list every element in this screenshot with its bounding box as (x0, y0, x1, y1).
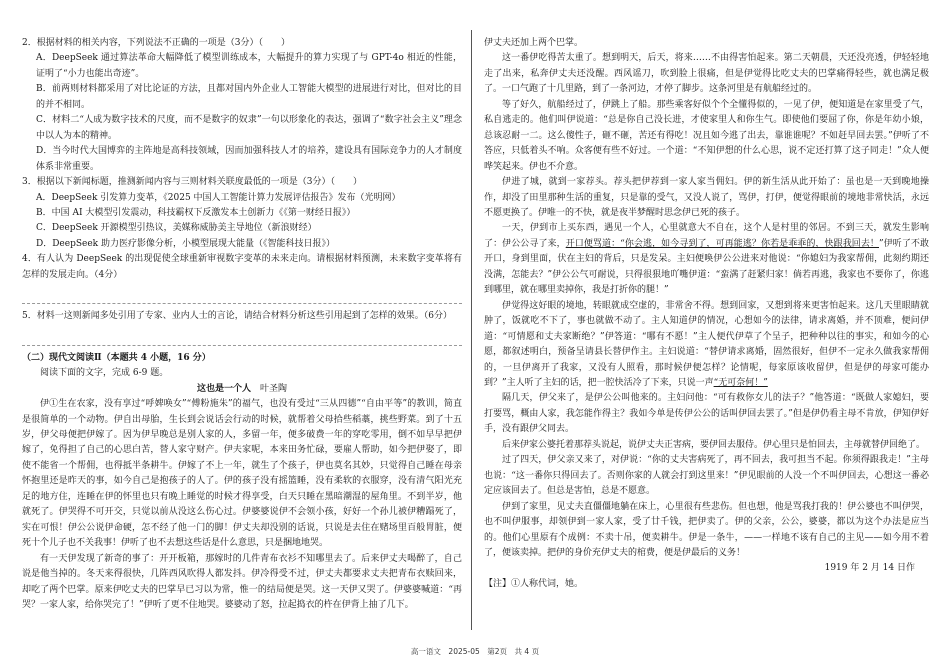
text-segment: 伊觉得这好眼的境地，转眼就成空虚的，非常舍不得。想到回家，又想到将来更害怕起来。这几天里眼睛就肿了，饭就吃不下了，事也就做不动了。主人知道伊的情况，心想如今的法律，请求离婚，并不顶难，便问伊道：“可情愿和丈夫家断绝？”伊答道：“哪有不愿！”主人便代伊草了个呈子，把种种以往的事实，和如今的心愿，都叙述明白，预备呈请县长替伊作主。主妇说道：“替伊请求离婚，固然很好，但伊不一定永久做我家帮佣的，一旦伊离开了我家，又没有人照看，那时候伊便怎样？论情呢，每家原该收留伊，但是伊的母家可能办到？”主人听了主妇的话，把一腔快活冷了下来，只说一声 (484, 300, 929, 388)
article-paragraph (484, 299, 929, 392)
q2-option-b: B．前两则材料都采用了对比论证的方法，且都对国内外企业人工智能大模型的进展进行对比，但对比的目的并不相同。 (36, 84, 462, 110)
q3-option-b: B．中国 AI 大模型引发震动，科技霸权下反激发本土创新力《《第一财经日报》） (36, 207, 356, 218)
answer-space (22, 283, 462, 298)
article-paragraph: 伊丈夫还加上两个巴掌。 (484, 38, 584, 48)
article-paragraph: 等了好久，航船经过了，伊跳上了船。那些乘客好似个个全懂得似的，一见了伊，便知道是在家里受了气，私自逃走的。他们叫伊说道：“总是你自己没长进，才使家里人和你生气。即使他们要屈了你，你是年幼小娘，总该忍耐一二。这么傻性子，砸不砸，苦还有得吃！况且如今逃了出去，靠谁谁呢？不如赶早回去罢。”伊听了不答应，只低着头不响。众客便有些不好过。一个道：“不知伊想的什么心思，说不定还打算了这子同走！”众人便哗笑起来。伊也不介意。 (484, 99, 929, 172)
article-paragraph (484, 221, 929, 298)
article-paragraph: 伊①生在农家，没有享过“呼婢唤女”“傅粉施朱”的福气，也没有受过“三从四德”“自由平等”的教训，简直是很简单的一个动物。伊自出母胎，生长到会说话会行动的时候，就帮着父母拾些稻藁，挑些野菜。到了十五岁，伊父母便把伊嫁了。因为伊早晚总是别人家的人，多留一年，便多破费一年的穿吃零用，倒不如早早把伊嫁了，免得担了自己的心思白苦，替人家守财产。伊夫家呢，本来田务忙碌，要雇人帮助，如今把伊娶了，即使不能省一个帮佣，也得抵半条耕牛。伊嫁了不上一年，就生了个孩子，伊也莫名其妙，只觉得自己睡在母亲怀抱里还是昨天的事，如今自己是抱孩子的人了。伊的孩子没有摇篮睡，没有柔软的衣服穿，没有清气阳光充足的地方住，连睡在伊的怀里也只有晚上睡觉的时候才得享受，白天只睡在黑暗潮湿的屋角里。不到半岁，他就死了。伊哭得不可开交，只觉以前从没这么伤心过。伊婆婆说伊不会领小孩，好好一个孙儿被伊糟蹋死了，实在可恨！伊公公说伊命硬，怎不经了他一门的脚！伊丈夫却没别的话说，只说是去住在赌场里百般胃脏，便死十个儿子也不关我事！伊听了也不去想这些话是什么意思，只是捆地地哭。 (22, 399, 462, 549)
q3-option-a: A．DeepSeek 引发算力变革，《2025 中国人工智能计算力发展评估报告》发布（光明网） (36, 192, 401, 203)
instruction: 阅读下面的文字，完成 6-9 题。 (40, 368, 169, 379)
underlined-sentence: 开口便骂道：“你会逃，如今寻到了，可再能逃？你若是乖乖的，快跟我回去！ (565, 238, 879, 249)
article-paragraph: 过了四天，伊父亲又来了，对伊说：“你的丈夫害病死了，再不回去，我可担当不起。你须得跟我走！”主母也说：“这一番你只得回去了。否则你家的人就会打到这里来！”伊见眼前的人没一个不叫伊回去，心想这一番必定应该回去了。但总是害怕，总是不愿意。 (484, 455, 929, 497)
q3-stem: 3．根据以下新闻标题，推测新闻内容与三则材料关联度最低的一项是（3分）（ ） (22, 177, 362, 188)
q3-option-c: C．DeepSeek 开源模型引热议，美媒称威胁美主导地位（新浪财经） (36, 223, 317, 234)
q3-option-d: D．DeepSeek 助力医疗影像分析，小模型展现大能量（《智能科技日报》） (36, 238, 335, 249)
divider-dashed (22, 303, 462, 304)
section-heading: （二）现代文阅读Ⅱ（本题共 4 小题，16 分） (22, 352, 211, 363)
q2-stem: 2．根据材料的相关内容，下列说法不正确的一项是（3分）（ ） (22, 38, 290, 48)
article-paragraph: 这一番伊吃得苦太重了。想到明天，后天，将来……不由得害怕起来。第二天朝晨，天还没亮透，伊轻轻地走了出来，私奔伊丈夫还没醒。西风谣刀，吹到脸上很痛，但是伊觉得比吃丈夫的巴掌痛得轻些，就也满足极了。一口气跑了十几里路，到了一条河边，才停了脚步。这条河里是有航船经过的。 (484, 53, 929, 95)
article-paragraph: 隔几天，伊父来了，是伊公公叫他来的。主妇问他：“可有救你女儿的法子？”他答道：“既做人家媳妇，要打要骂，概由人家，我怎能作得主？我如今单是传伊公公的话叫伊回去罢了。”但是伊仍看主母不肯放，伊知伊好手，没有跟伊父同去。 (484, 393, 929, 435)
answer-space (22, 325, 462, 340)
footnote: 【注】①人称代词，她。 (484, 578, 584, 589)
article-paragraph: 后来伊家公婆托着那荐头说起，说伊丈夫正害病，要伊回去服侍。伊心里只是怕回去，主母就替伊回绝了。 (502, 439, 926, 450)
column-divider (471, 30, 472, 630)
page-footer: 高一语文 2025-05 第2页 共 4 页 (410, 647, 540, 656)
article-title (22, 382, 462, 397)
q2-option-d: D．当今时代大国博弈的主阵地是高科技领域，因而加强科技人才的培养，建设具有国际竞争力的人才制度体系非常重要。 (36, 146, 462, 172)
right-column (484, 36, 929, 592)
q5: 5．材料一这则新闻多处引用了专家、业内人士的言论，请结合材料分析这些引用起到了怎样的效果。（6分） (22, 311, 452, 322)
left-column (22, 36, 462, 613)
author-name: 叶圣陶 (260, 383, 288, 394)
text-segment: ”伊听了不敢开口，身到里面，伏在主妇的背后，只是发呆。主妇便唤伊公公进来对他说：“你媳妇为我家帮佣，此刻约期还没满，怎能去？”伊公公气可耐说，只得很狠地吖嘴伊道：“蛮满了赶紧归家！倘若再逃，我家也不要你了，你逃到哪里，就在哪里卖掉你，我是打折你的腿！” (484, 238, 929, 296)
article-paragraph: 伊进了城，就到一家荐头。荐头把伊荐到一家人家当佣妇。伊的新生活从此开始了：虽也是一天到晚地操作，却没了田里那种生活的重复，只是靠的受气，又没人说了，骂伊，打伊，便觉得眼前的境地非常快活，永远不愿更换了。伊唯一的不快，就是夜半梦醒时思念伊已死的孩子。 (484, 177, 929, 218)
article-paragraph: 伊到了家里，见丈夫直僵僵地躺在床上，心里很有些悲伤。但也想，他是骂我打我的！伊公婆也不叫伊哭，也不叫伊服事，却领伊到一家人家，受了廿千钱，把伊卖了。伊的父亲，公公，婆婆，都以为这个办法是应当的。他们心里原有个成例：不卖十吊，便卖耕牛。伊是一条牛，——一样地不该有自己的主见——如今用不着了，便该卖掉。把伊的身价充伊丈夫的棺费，便是伊最后的义务！ (484, 501, 929, 558)
divider-dashed (22, 345, 462, 346)
text-segment: 一天，伊到市上买东西，遇见一个人，心里就意大不自在，这个人是村里的邻居。不到三天，就发生影响了：伊公公寻了来， (484, 223, 929, 249)
article-paragraph: 有一天伊发现了新奇的事了：开开板箱，那嫁时的几件青布衣衫不知哪里去了。后来伊丈夫喝醉了，自己说是他当掉的。冬天来得很快，几阵西风吹得人都发抖。伊冷得受不过，伊丈夫都要求丈夫把青布衣赎回来，却吃了两个巴掌。原来伊吃丈夫的巴掌早已习以为常，惟一的结局便是哭。这一天伊又哭了。伊婆婆喊道：“再哭？一家人家，给你哭完了！”伊听了更不住地哭。婆婆动了怒，拉起捣衣的杵在伊背上抽了几下。 (22, 553, 462, 610)
article-date: 1919 年 2 月 14 日作 (824, 563, 915, 574)
title-text: 这也是一个人 (196, 383, 251, 394)
q2-option-a: A．DeepSeek 通过算法革命大幅降低了模型训练成本，大幅提升的算力实现了与 GPT-4o 相近的性能，证明了“小力也能出奇迹”。 (36, 53, 462, 79)
q4: 4．有人认为 DeepSeek 的出现促使全球重新审视数字变革的未来走向。请根据材料预测，未来数字变革将有怎样的发展走向。（4分） (22, 254, 462, 280)
q2-option-c: C．材料二“人成为数字技术的尺度，而不是数字的奴隶”一句以形象化的表达，强调了“数字社会主义”理念中以人为本的精神。 (36, 115, 462, 141)
underlined-phrase: “无可奈何！” (713, 377, 768, 388)
